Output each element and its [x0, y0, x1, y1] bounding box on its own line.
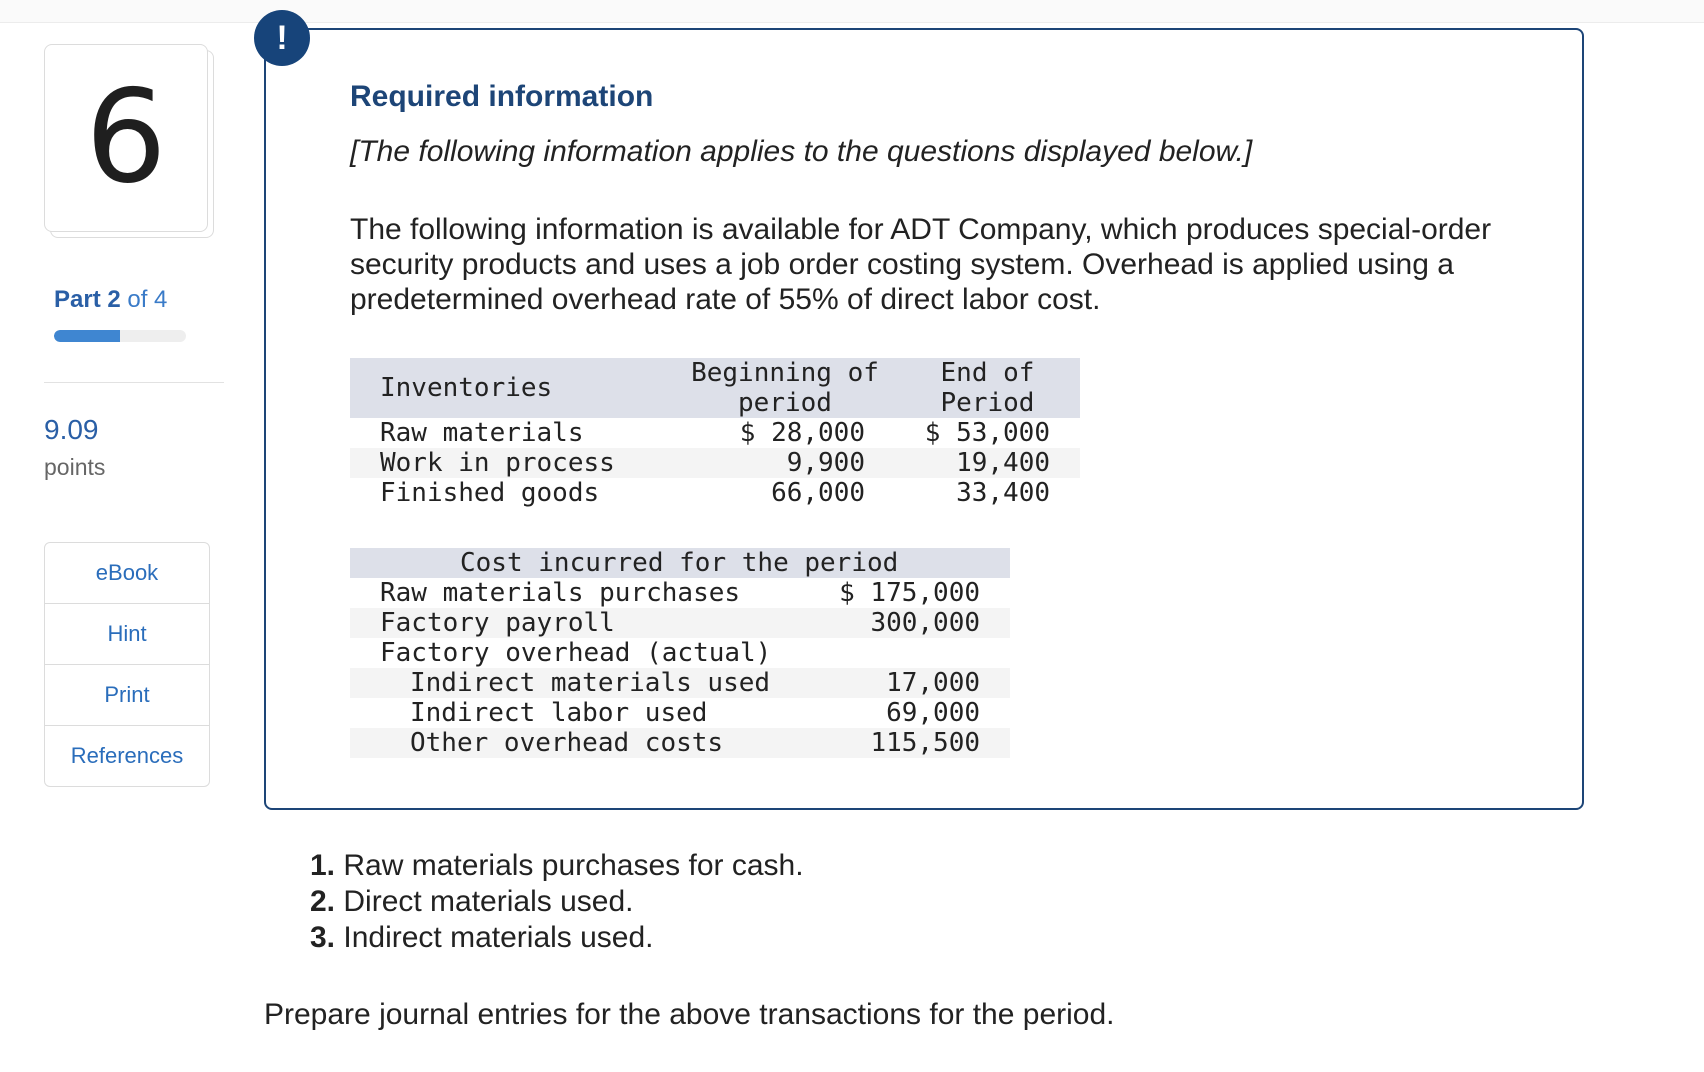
cost-row-label: Indirect materials used	[350, 668, 820, 698]
part-indicator	[54, 286, 167, 314]
header-beginning-line1: Beginning of	[691, 358, 879, 388]
list-item-number: 1.	[310, 849, 336, 882]
list-item	[310, 920, 804, 956]
part-progress-fill	[54, 330, 120, 342]
cost-row-value: 300,000	[820, 608, 1010, 638]
inventory-row-beginning: $ 28,000	[739, 418, 865, 448]
part-of: of 4	[127, 286, 168, 313]
print-button[interactable]: Print	[45, 665, 209, 726]
inventory-row-end: 19,400	[895, 448, 1080, 478]
inventory-header-end	[895, 358, 1080, 418]
question-number: 6	[85, 63, 167, 212]
points-value: 9.09	[44, 414, 99, 445]
table-row	[350, 728, 1010, 758]
list-item	[310, 848, 804, 884]
list-item-number: 2.	[310, 885, 336, 918]
table-row	[350, 578, 1010, 608]
alert-icon-glyph: !	[276, 18, 288, 57]
inventory-header-row	[350, 358, 1080, 418]
hint-button[interactable]: Hint	[45, 604, 209, 665]
alert-icon	[254, 10, 310, 66]
list-item	[310, 884, 804, 920]
list-item-text: Direct materials used.	[343, 885, 634, 918]
table-row	[350, 418, 1080, 448]
list-item-text: Raw materials purchases for cash.	[343, 849, 804, 882]
points-label: points	[44, 454, 106, 480]
question-tools	[44, 542, 210, 787]
inventory-header-beginning	[675, 358, 895, 418]
cost-row-label: Indirect labor used	[410, 698, 708, 728]
inventory-row-label: Work in process	[350, 448, 675, 478]
cost-row-label: Other overhead costs	[350, 728, 820, 758]
part-current: Part 2	[54, 286, 121, 313]
cost-row-value: 17,000	[820, 668, 1010, 698]
table-row	[350, 478, 1080, 508]
cost-table	[350, 548, 1010, 758]
sidebar-divider	[44, 382, 224, 383]
inventory-row-label: Finished goods	[380, 478, 600, 508]
header-end-line1: End of	[940, 358, 1035, 388]
list-item-number: 3.	[310, 921, 336, 954]
inventory-header-label: Inventories	[350, 358, 675, 418]
inventory-table	[350, 358, 1080, 508]
cost-row-label: Raw materials purchases	[380, 578, 741, 608]
header-beginning-line2: period	[738, 388, 832, 418]
top-strip	[0, 0, 1704, 23]
inventory-row-label: Raw materials	[380, 418, 584, 448]
cost-row-value	[820, 638, 1010, 668]
references-button[interactable]: References	[70, 743, 184, 768]
table-row	[350, 448, 1080, 478]
table-row	[350, 668, 1010, 698]
instruction-prompt: Prepare journal entries for the above transactions for the period.	[264, 998, 1115, 1031]
inventory-row-beginning: 9,900	[675, 448, 895, 478]
cost-header: Cost incurred for the period	[350, 548, 1010, 578]
question-number-card	[44, 44, 208, 232]
cost-row-value: $ 175,000	[839, 578, 981, 608]
header-end-line2: Period	[940, 388, 1035, 418]
cost-row-label: Factory overhead (actual)	[380, 638, 772, 668]
required-info-subtitle: [The following information applies to the questions displayed below.]	[350, 135, 1253, 168]
transaction-list	[310, 848, 804, 956]
inventory-row-end: 33,400	[956, 478, 1050, 508]
cost-header-row	[350, 548, 1010, 578]
table-row	[350, 608, 1010, 638]
list-item-text: Indirect materials used.	[343, 921, 654, 954]
table-row	[350, 638, 1010, 668]
intro-paragraph: The following information is available for ADT Company, which produces special-order security products and uses a job order costing system. Overhead is applied using a predetermined overhead rate of 55% of direct labor cost.	[350, 213, 1492, 316]
cost-row-value: 69,000	[886, 698, 981, 728]
inventory-row-end: $ 53,000	[924, 418, 1050, 448]
table-row	[350, 698, 1010, 728]
ebook-button[interactable]: eBook	[45, 543, 209, 604]
required-info-title: Required information	[350, 80, 654, 113]
cost-row-label: Factory payroll	[350, 608, 820, 638]
inventory-row-beginning: 66,000	[771, 478, 865, 508]
cost-row-value: 115,500	[820, 728, 1010, 758]
part-progress-bar	[54, 330, 186, 342]
